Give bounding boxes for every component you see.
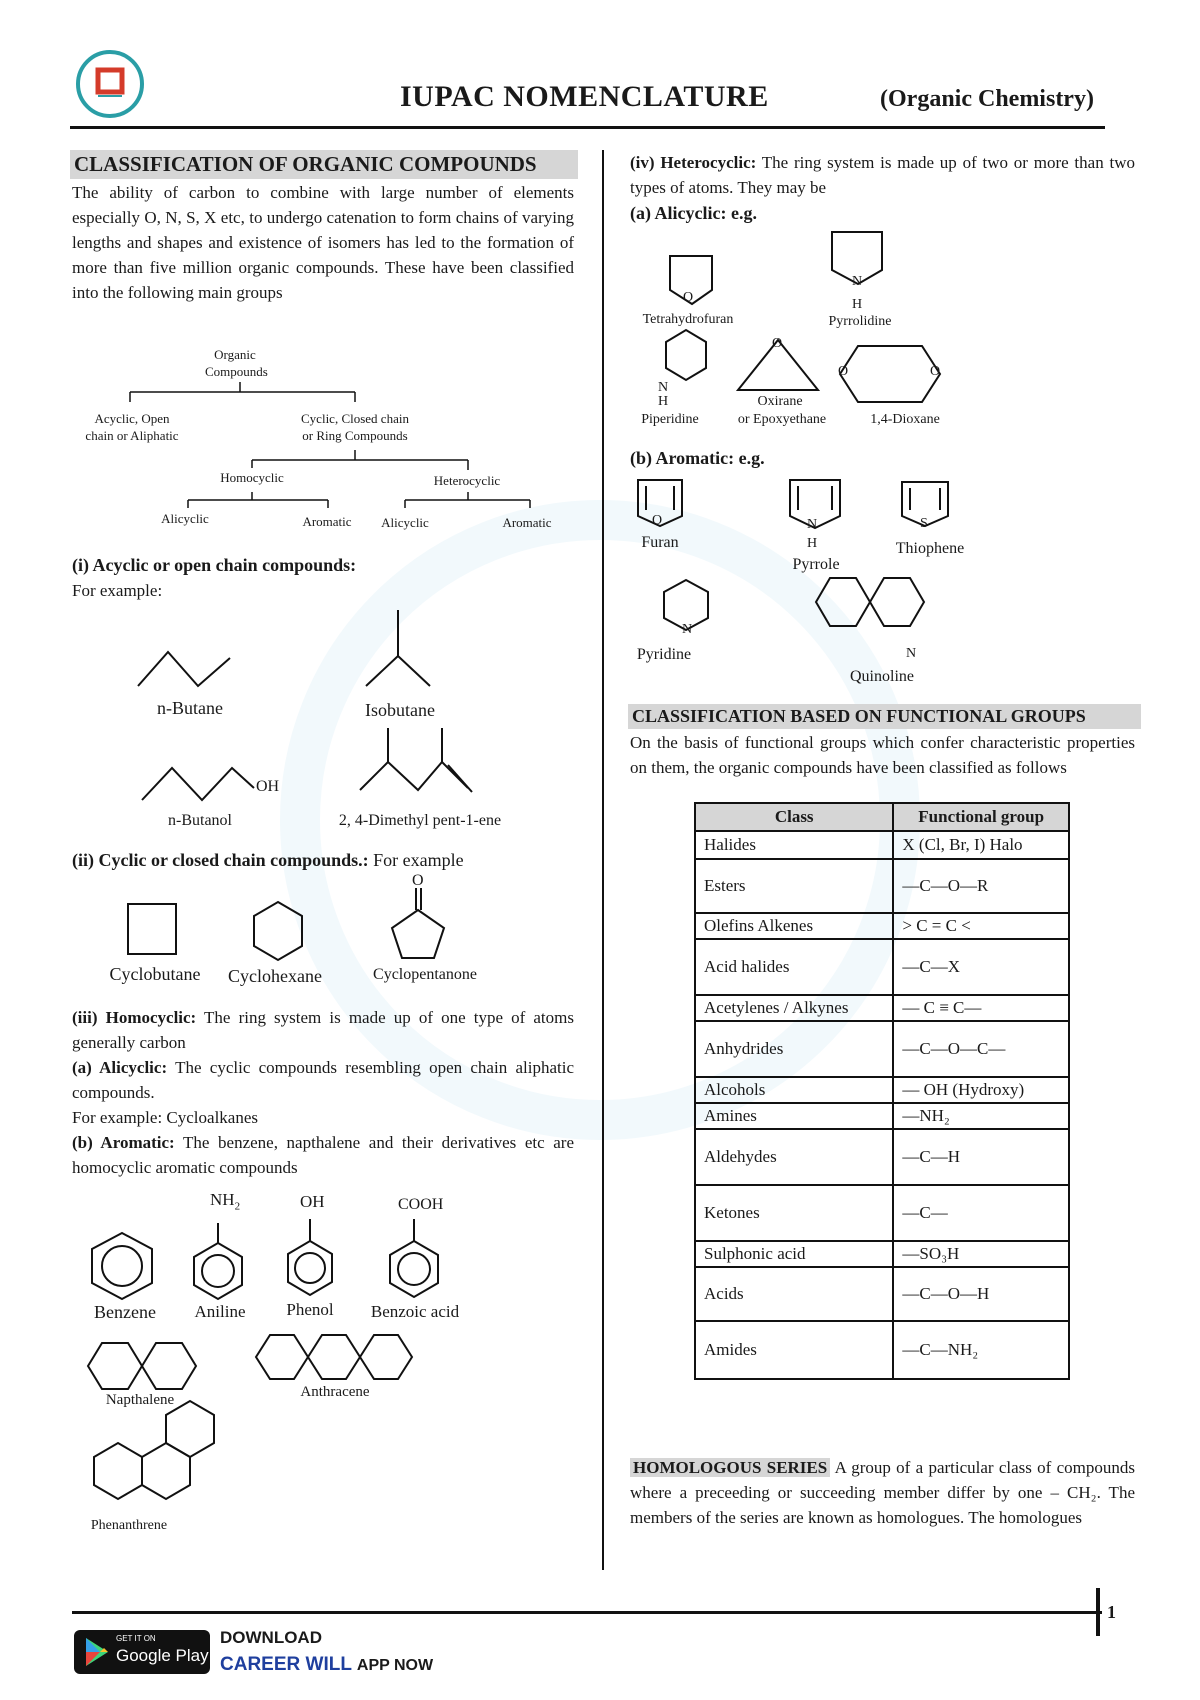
class-cell: Ketones bbox=[695, 1185, 893, 1241]
label-anthracene: Anthracene bbox=[300, 1384, 370, 1400]
n-butanol-structure bbox=[142, 768, 254, 800]
homo-alicyclic-text: The cyclic compounds resembling open chain aliphatic compounds. bbox=[72, 1058, 574, 1102]
dioxane-o1: O bbox=[838, 364, 849, 379]
table-row bbox=[695, 913, 1069, 939]
classification-intro: The ability of carbon to combine with large number of elements especially O, N, S, X etc, to undergo catenation to form chains of varying lengths and shapes and existence of isomers has led to the formation of more than five million organic compounds. These have been classified into the following main groups bbox=[72, 183, 574, 302]
label-quinoline: Quinoline bbox=[850, 668, 914, 685]
quinoline-ring-1 bbox=[816, 578, 870, 626]
label-dioxane: 1,4-Dioxane bbox=[870, 412, 940, 427]
hetero-alicyclic-heading: (a) Alicyclic: e.g. bbox=[630, 203, 757, 223]
group-cell: — OH (Hydroxy) bbox=[893, 1077, 1069, 1103]
heterocyclic-heading: (iv) Heterocyclic: bbox=[630, 153, 757, 172]
tree-root: Organic Compounds bbox=[205, 347, 268, 379]
label-phenol: Phenol bbox=[286, 1300, 334, 1319]
footer-bar bbox=[1096, 1588, 1100, 1636]
play-store-icon bbox=[80, 1630, 116, 1674]
class-cell: Acid halides bbox=[695, 939, 893, 995]
brand-logo bbox=[76, 50, 144, 118]
acyclic-example-label: For example: bbox=[72, 581, 163, 600]
class-cell: Acids bbox=[695, 1267, 893, 1321]
label-pyrrole: Pyrrole bbox=[792, 556, 840, 573]
table-row bbox=[695, 1241, 1069, 1267]
group-cell: —C—NH₂ bbox=[893, 1321, 1069, 1379]
cyclopentanone-ring bbox=[392, 910, 444, 958]
label-pyridine: Pyridine bbox=[636, 646, 692, 663]
group-cell: —SO₃H bbox=[893, 1241, 1069, 1267]
tree-alicyclic-homo: Alicyclic bbox=[161, 511, 209, 526]
col-class: Class bbox=[695, 803, 893, 831]
label-epoxyethane: or Epoxyethane bbox=[737, 412, 827, 427]
group-cell: —C—X bbox=[893, 939, 1069, 995]
table-row bbox=[695, 939, 1069, 995]
tree-alicyclic-hetero: Alicyclic bbox=[381, 515, 429, 530]
label-cyclopentanone: Cyclopentanone bbox=[373, 966, 477, 983]
functional-groups-heading: CLASSIFICATION BASED ON FUNCTIONAL GROUPS bbox=[628, 704, 1141, 729]
dioxane-o2: O bbox=[930, 364, 941, 379]
piperidine-h: H bbox=[658, 394, 669, 409]
label-dimethylpentene: 2, 4-Dimethyl pent-1-ene bbox=[338, 812, 502, 829]
phenanthrene-ring-3 bbox=[166, 1401, 214, 1457]
label-phenanthrene: Phenanthrene bbox=[90, 1518, 168, 1533]
class-cell: Acetylenes / Alkynes bbox=[695, 995, 893, 1021]
quinoline-ring-2 bbox=[870, 578, 924, 626]
napthalene-ring-1 bbox=[88, 1343, 142, 1389]
class-cell: Halides bbox=[695, 831, 893, 859]
dioxane-ring bbox=[840, 346, 940, 402]
isobutane-branches bbox=[366, 656, 430, 686]
page-number: 1 bbox=[1107, 1602, 1116, 1622]
column-divider bbox=[602, 150, 604, 1570]
gp-big-text: Google Play bbox=[116, 1646, 209, 1665]
class-cell: Sulphonic acid bbox=[695, 1241, 893, 1267]
group-cell: — C ≡ C— bbox=[893, 995, 1069, 1021]
table-row bbox=[695, 1185, 1069, 1241]
table-header-row bbox=[695, 803, 1069, 831]
section-heading-classification: CLASSIFICATION OF ORGANIC COMPOUNDS bbox=[70, 150, 578, 179]
thf-o: O bbox=[683, 290, 694, 305]
anthracene-ring-1 bbox=[256, 1335, 308, 1379]
group-cell: X (Cl, Br, I) Halo bbox=[893, 831, 1069, 859]
pyrrolidine-h: H bbox=[852, 297, 863, 312]
class-cell: Amines bbox=[695, 1103, 893, 1129]
table-row bbox=[695, 1077, 1069, 1103]
label-napthalene: Napthalene bbox=[105, 1392, 175, 1408]
group-cell: —NH₂ bbox=[893, 1103, 1069, 1129]
download-label: DOWNLOAD bbox=[220, 1628, 322, 1647]
homo-alicyclic-example: For example: Cycloalkanes bbox=[72, 1108, 259, 1127]
table-row bbox=[695, 831, 1069, 859]
quinoline-n: N bbox=[906, 646, 917, 661]
functional-groups-intro: On the basis of functional groups which confer characteristic properties on them, the organic compounds have been classified as follows bbox=[630, 733, 1135, 777]
piperidine-ring bbox=[666, 330, 706, 380]
class-cell: Amides bbox=[695, 1321, 893, 1379]
label-n-butanol: n-Butanol bbox=[168, 812, 232, 829]
header-rule bbox=[70, 126, 1105, 129]
pyridine-n: N bbox=[682, 622, 693, 637]
homologous-heading: HOMOLOGOUS SERIES bbox=[630, 1458, 830, 1477]
group-cell: > C = C < bbox=[893, 913, 1069, 939]
table-row bbox=[695, 995, 1069, 1021]
label-n-butane: n-Butane bbox=[157, 698, 223, 718]
class-cell: Esters bbox=[695, 859, 893, 913]
cyclic-structures bbox=[110, 870, 510, 970]
cyclic-heading-line bbox=[72, 850, 464, 871]
table-row bbox=[695, 859, 1069, 913]
group-cell: —C—O—H bbox=[893, 1267, 1069, 1321]
heterocyclic-text: The ring system is made up of two or more than two types of atoms. They may be bbox=[630, 153, 1135, 197]
label-piperidine: Piperidine bbox=[641, 412, 699, 427]
homocyclic-para bbox=[72, 1005, 574, 1180]
furan-o: O bbox=[652, 513, 663, 528]
tree-acyclic: Acyclic, Open chain or Aliphatic bbox=[85, 411, 179, 443]
class-cell: Olefins Alkenes bbox=[695, 913, 893, 939]
homocyclic-heading: (iii) Homocyclic: bbox=[72, 1008, 197, 1027]
aniline-nh2: $NH_2$ bbox=[210, 1190, 241, 1213]
tree-heterocyclic: Heterocyclic bbox=[433, 473, 501, 488]
label-benzene: Benzene bbox=[94, 1302, 156, 1322]
label-oh: OH bbox=[256, 778, 280, 795]
oxirane-o: O bbox=[772, 336, 783, 351]
phenanthrene-ring-2 bbox=[142, 1443, 190, 1499]
homologous-para bbox=[630, 1455, 1135, 1530]
brand-will: WILL bbox=[305, 1654, 352, 1675]
brand-career: CAREER bbox=[220, 1654, 301, 1675]
acyclic-heading: (i) Acyclic or open chain compounds: bbox=[72, 555, 357, 575]
table-row bbox=[695, 1129, 1069, 1185]
group-cell: —C— bbox=[893, 1185, 1069, 1241]
n-butane-structure bbox=[138, 652, 230, 686]
table-row bbox=[695, 1321, 1069, 1379]
cyclobutane-ring bbox=[128, 904, 176, 954]
label-benzoic-acid: Benzoic acid bbox=[370, 1302, 460, 1321]
phenol-oh: OH bbox=[300, 1192, 325, 1211]
label-furan: Furan bbox=[641, 534, 679, 551]
label-pyrrolidine: Pyrrolidine bbox=[828, 314, 892, 329]
col-functional-group: Functional group bbox=[893, 803, 1069, 831]
pyrrole-n: N bbox=[807, 517, 818, 532]
label-thiophene: Thiophene bbox=[895, 540, 965, 557]
group-cell: —C—O—R bbox=[893, 859, 1069, 913]
page-subtitle: (Organic Chemistry) bbox=[880, 86, 1094, 112]
label-cyclohexane: Cyclohexane bbox=[228, 966, 322, 986]
class-cell: Alcohols bbox=[695, 1077, 893, 1103]
dimethylpentene-chain bbox=[360, 762, 468, 790]
anthracene-ring-3 bbox=[360, 1335, 412, 1379]
hetero-aromatic-heading: (b) Aromatic: e.g. bbox=[630, 448, 765, 468]
table-row bbox=[695, 1021, 1069, 1077]
phenanthrene-ring-1 bbox=[94, 1443, 142, 1499]
class-cell: Aldehydes bbox=[695, 1129, 893, 1185]
thiophene-s: S bbox=[920, 516, 928, 531]
cyclic-example-label: For example bbox=[373, 850, 464, 870]
class-cell: Anhydrides bbox=[695, 1021, 893, 1077]
label-tetrahydrofuran: Tetrahydrofuran bbox=[642, 312, 734, 327]
piperidine-n: N bbox=[658, 380, 669, 395]
homocyclic-text: The ring system is made up of one type of atoms generally carbon bbox=[72, 1008, 574, 1052]
pyrrolidine-n: N bbox=[852, 274, 863, 289]
cyclopentanone-o: O bbox=[412, 872, 424, 889]
benzoic-cooh: COOH bbox=[398, 1196, 444, 1213]
group-cell: —C—H bbox=[893, 1129, 1069, 1185]
tree-aromatic-homo: Aromatic bbox=[302, 514, 352, 529]
table-row bbox=[695, 1267, 1069, 1321]
homo-alicyclic-heading: (a) Alicyclic: bbox=[72, 1058, 168, 1077]
page-title: IUPAC NOMENCLATURE bbox=[400, 80, 769, 113]
app-now: APP NOW bbox=[356, 1657, 434, 1674]
homologous-text: A group of a particular class of compounds where a preceeding or succeeding member differ by one – CH₂. The members of the series are known as homologues. The homologues bbox=[630, 1458, 1136, 1527]
homo-aromatic-heading: (b) Aromatic: bbox=[72, 1133, 175, 1152]
napthalene-ring-2 bbox=[142, 1343, 196, 1389]
aromatic-structures bbox=[70, 1185, 490, 1535]
heterocyclic-para bbox=[630, 150, 1135, 200]
label-oxirane: Oxirane bbox=[757, 394, 803, 409]
footer-rule bbox=[72, 1611, 1102, 1614]
google-play-badge[interactable] bbox=[74, 1630, 210, 1674]
pyrrole-h: H bbox=[807, 536, 818, 551]
cyclohexane-ring bbox=[254, 902, 302, 960]
label-aniline: Aniline bbox=[194, 1302, 246, 1321]
group-cell: —C—O—C— bbox=[893, 1021, 1069, 1077]
homo-aromatic-text: The benzene, napthalene and their derivatives etc are homocyclic aromatic compounds bbox=[72, 1133, 574, 1177]
functional-groups-table bbox=[694, 802, 1070, 1380]
tree-cyclic: Cyclic, Closed chain or Ring Compounds bbox=[301, 411, 409, 443]
anthracene-ring-2 bbox=[308, 1335, 360, 1379]
label-cyclobutane: Cyclobutane bbox=[109, 964, 201, 984]
brand-line bbox=[220, 1654, 433, 1676]
tree-homocyclic: Homocyclic bbox=[220, 470, 284, 485]
table-row bbox=[695, 1103, 1069, 1129]
label-isobutane: Isobutane bbox=[365, 700, 435, 720]
cyclic-heading: (ii) Cyclic or closed chain compounds.: bbox=[72, 850, 369, 870]
gp-small-text: GET IT ON bbox=[116, 1634, 156, 1643]
tree-aromatic-hetero: Aromatic bbox=[502, 515, 552, 530]
